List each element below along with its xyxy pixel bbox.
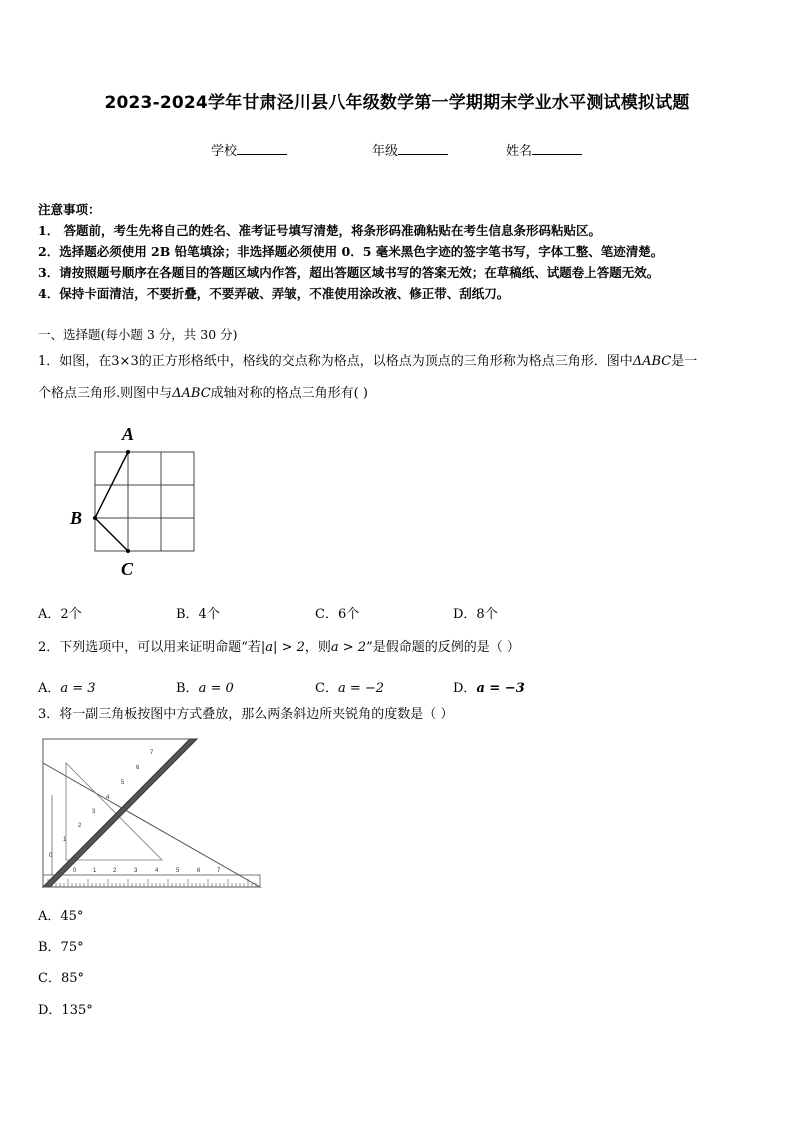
bottom-tick-6: 6	[197, 868, 201, 874]
q2-text	[38, 638, 520, 658]
q1-grid-size: 3×3	[111, 354, 139, 369]
diag-tick-6: 6	[136, 765, 140, 771]
q1-grid-figure	[62, 420, 202, 585]
left-tick-2: 2	[78, 823, 82, 829]
inner-triangle	[66, 763, 162, 860]
q2-option-c[interactable]	[315, 677, 384, 696]
grid-lines	[95, 452, 194, 551]
notice-heading: 注意事项：	[38, 202, 101, 217]
left-tick-0: 0	[49, 853, 53, 859]
q3-text: 3．将一副三角板按图中方式叠放，那么两条斜边所夹锐角的度数是（ ）	[38, 707, 454, 722]
q3-set-squares-figure	[40, 735, 265, 893]
point-c	[126, 549, 130, 553]
side-bc	[95, 518, 128, 551]
label-a: A	[122, 424, 135, 444]
q3-option-d[interactable]: D．135°	[38, 1003, 93, 1018]
q2-option-c-label: C．	[315, 681, 338, 696]
page-title: 2023-2024学年甘肃泾川县八年级数学第一学期期末学业水平测试模拟试题	[104, 93, 690, 113]
left-tick-1: 1	[63, 837, 67, 843]
q2-text-e: ”是假命题的反例的是（ ）	[366, 640, 520, 655]
q1-option-d[interactable]: D．8个	[453, 607, 498, 622]
q1-text-e: 是一	[671, 354, 698, 369]
q1-option-c[interactable]: C．6个	[315, 607, 360, 622]
q1-option-b[interactable]: B．4个	[176, 607, 220, 622]
name-label: 姓名	[506, 144, 533, 159]
bottom-tick-3: 3	[134, 868, 138, 874]
q3-option-c[interactable]: C．85°	[38, 971, 84, 986]
grade-label: 年级	[372, 144, 399, 159]
q1-option-a[interactable]: A．2个	[38, 607, 82, 622]
triangle-abc	[95, 452, 128, 551]
bottom-tick-4: 4	[155, 868, 159, 874]
q2-option-a-label: A．	[38, 681, 61, 696]
q1-text-a: 1．如图，在	[38, 354, 112, 369]
q3-option-b[interactable]: B．75°	[38, 940, 84, 955]
q2-conclusion: a > 2	[330, 640, 367, 655]
q1-line2	[38, 384, 368, 404]
notice-item-1: 1． 答题前，考生先将自己的姓名、准考证号填写清楚，将条形码准确粘贴在考生信息条形码粘贴区。	[38, 223, 602, 238]
school-field	[211, 140, 287, 159]
point-b	[93, 516, 97, 520]
name-field	[506, 140, 582, 159]
point-a	[126, 450, 130, 454]
bottom-tick-1: 1	[93, 868, 97, 874]
label-c: C	[121, 559, 134, 579]
bottom-tick-7: 7	[217, 868, 221, 874]
notice-item-3: 3．请按照题号顺序在各题目的答题区域内作答，超出答题区域书写的答案无效；在草稿纸、试题卷上答题无效。	[38, 265, 660, 280]
grade-field	[372, 140, 448, 159]
bottom-tick-5: 5	[176, 868, 180, 874]
q1-triangle-label: ΔABC	[632, 354, 672, 369]
q3-option-a[interactable]: A．45°	[38, 909, 84, 924]
q1-text-c: 的正方形格纸中，格线的交点称为格点，以格点为顶点的三角形称为格点三角形．图中	[138, 354, 633, 369]
q1-text-2c: 成轴对称的格点三角形有( )	[210, 386, 368, 401]
q2-text-a: 2．下列选项中，可以用来证明命题“若	[38, 640, 261, 655]
diag-tick-5: 5	[121, 780, 125, 786]
q2-option-d-value: a = −3	[476, 681, 525, 696]
bottom-ruler	[43, 875, 260, 887]
q2-option-c-value: a = −2	[337, 681, 385, 696]
label-b: B	[70, 508, 83, 528]
bottom-tick-marks	[48, 879, 256, 887]
q2-option-b-label: B．	[176, 681, 199, 696]
school-label: 学校	[211, 144, 238, 159]
q2-option-d[interactable]	[453, 677, 525, 696]
q2-condition: |a| > 2	[260, 640, 305, 655]
diag-tick-7: 7	[150, 750, 154, 756]
diag-tick-4: 4	[106, 795, 110, 801]
bottom-tick-2: 2	[113, 868, 117, 874]
bottom-tick-labels	[73, 868, 221, 874]
q2-option-d-label: D．	[453, 681, 477, 696]
section-heading: 一、选择题(每小题 3 分，共 30 分)	[38, 327, 238, 342]
q2-option-a[interactable]	[38, 677, 96, 696]
diag-tick-3: 3	[92, 809, 96, 815]
q2-option-b[interactable]	[176, 677, 234, 696]
notice-item-2: 2．选择题必须使用 2B 铅笔填涂；非选择题必须使用 0．5 毫米黑色字迹的签字笔书写，字体工整、笔迹清楚。	[38, 244, 664, 259]
q1-triangle-label-2: ΔABC	[172, 386, 211, 401]
bottom-tick-0: 0	[73, 868, 77, 874]
name-blank	[532, 141, 582, 155]
q2-option-a-value: a = 3	[60, 681, 96, 696]
grid-border	[95, 452, 194, 551]
q2-option-b-value: a = 0	[198, 681, 234, 696]
q1-line1	[38, 352, 697, 372]
grade-blank	[398, 141, 448, 155]
diagonal-tick-labels	[92, 750, 154, 815]
q2-text-c: ，则	[304, 640, 331, 655]
school-blank	[237, 141, 287, 155]
notice-item-4: 4．保持卡面清洁，不要折叠，不要弄破、弄皱，不准使用涂改液、修正带、刮纸刀。	[38, 286, 510, 301]
q1-text-2a: 个格点三角形.则图中与	[38, 386, 173, 401]
